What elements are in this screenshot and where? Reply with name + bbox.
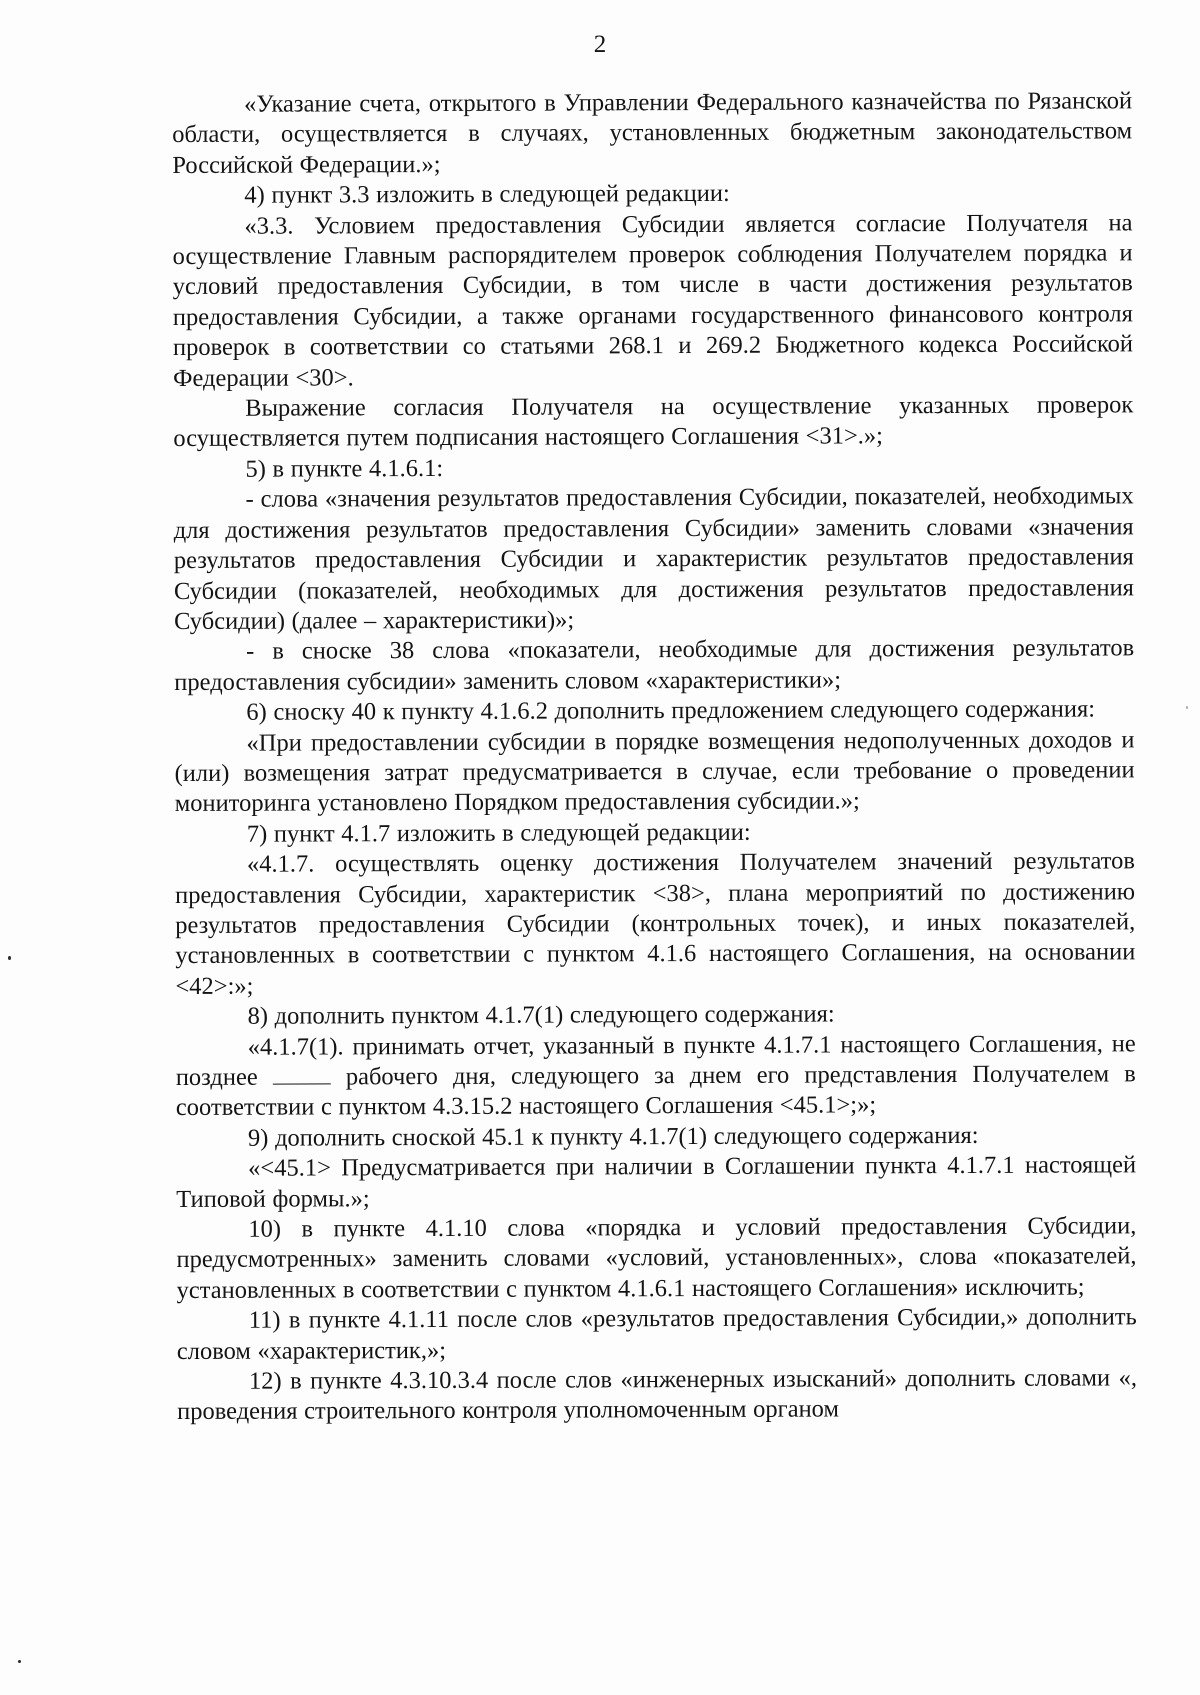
paragraph: «3.3. Условием предоставления Субсидии является согласие Получателя на осуществление Главным распорядителем проверок соблюдения Получателем порядка и условий предоставления Субсидии, в том числе в части достижения результатов предоставления Субсидии, а также органами государственного финансового контроля проверок в соответствии со статьями 268.1 и 269.2 Бюджетного кодекса Российской Федерации <30>.	[172, 208, 1134, 392]
paragraph-text-before-blank: «4.1.7(1). принимать отчет, указанный в пункте 4.1.7.1 настоящего Соглашения, не позднее	[175, 1029, 1136, 1091]
paragraph-with-blank	[176, 1029, 1136, 1124]
paragraph: 5) в пункте 4.1.6.1:	[245, 454, 444, 483]
paragraph: 6) сноску 40 к пункту 4.1.6.2 дополнить предложением следующего содержания:	[246, 695, 1096, 726]
paragraph: - слова «значения результатов предоставления Субсидии, показателей, необходимых для достижения результатов предоставления Субсидии» заменить словами «значения результатов предоставления Субсидии и характеристик результатов предоставления Субсидии (показателей, необходимых для достижения результатов предоставления Субсидии) (далее – характеристики)»;	[173, 482, 1134, 635]
paragraph: «<45.1> Предусматривается при наличии в Соглашении пункта 4.1.7.1 настоящей Типовой формы.»;	[176, 1151, 1137, 1213]
fill-in-blank-line	[273, 1065, 331, 1084]
paragraph: «4.1.7. осуществлять оценку достижения Получателем значений результатов предоставления Субсидии, характеристик <38>, плана мероприятий по достижению результатов предоставления Субсидии (контрольных точек), и иных показателей, установленных в соответствии с пунктом 4.1.6 настоящего Соглашения, на основании <42>:»;	[175, 847, 1136, 1000]
document-body	[172, 86, 1137, 1428]
paragraph: «Указание счета, открытого в Управлении Федерального казначейства по Рязанской области, осуществляется в случаях, установленных бюджетным законодательством Российской Федерации.»;	[172, 87, 1133, 179]
paragraph: Выражение согласия Получателя на осуществление указанных проверок осуществляется путем подписания настоящего Соглашения <31>.»;	[173, 391, 1134, 453]
paragraph: 10) в пункте 4.1.10 слова «порядка и условий предоставления Субсидии, предусмотренных» заменить словами «условий, установленных», слова «показателей, установленных в соответствии с пунктом 4.1.6.1 настоящего Соглашения» исключить;	[176, 1212, 1137, 1304]
page-number: 2	[593, 31, 607, 58]
paragraph: 12) в пункте 4.3.10.3.4 после слов «инженерных изысканий» дополнить словами «, проведения строительного контроля уполномоченным органом	[177, 1364, 1138, 1426]
paragraph-text-after-blank: рабочего дня, следующего за днем его представления Получателем в соответствии с пунктом 4.3.15.2 настоящего Соглашения <45.1>;»;	[175, 1060, 1136, 1122]
paragraph: 4) пункт 3.3 изложить в следующей редакции:	[244, 180, 730, 209]
scan-speck	[8, 956, 11, 960]
paragraph: - в сноске 38 слова «показатели, необходимые для достижения результатов предоставления субсидии» заменить словом «характеристики»;	[174, 634, 1135, 696]
paragraph: «При предоставлении субсидии в порядке возмещения недополученных доходов и (или) возмещения затрат предусматривается в случае, если требование о проведении мониторинга установлено Порядком предоставления субсидии.»;	[174, 725, 1135, 818]
paragraph: 7) пункт 4.1.7 изложить в следующей редакции:	[246, 818, 751, 848]
scan-speck	[18, 1660, 21, 1663]
paragraph: 9) дополнить сноской 45.1 к пункту 4.1.7(1) следующего содержания:	[247, 1121, 979, 1152]
paragraph: 11) в пункте 4.1.11 после слов «результатов предоставления Субсидии,» дополнить словом «характеристик,»;	[176, 1303, 1137, 1365]
scan-speck	[1186, 706, 1188, 709]
paragraph: 8) дополнить пунктом 4.1.7(1) следующего содержания:	[247, 1000, 835, 1030]
